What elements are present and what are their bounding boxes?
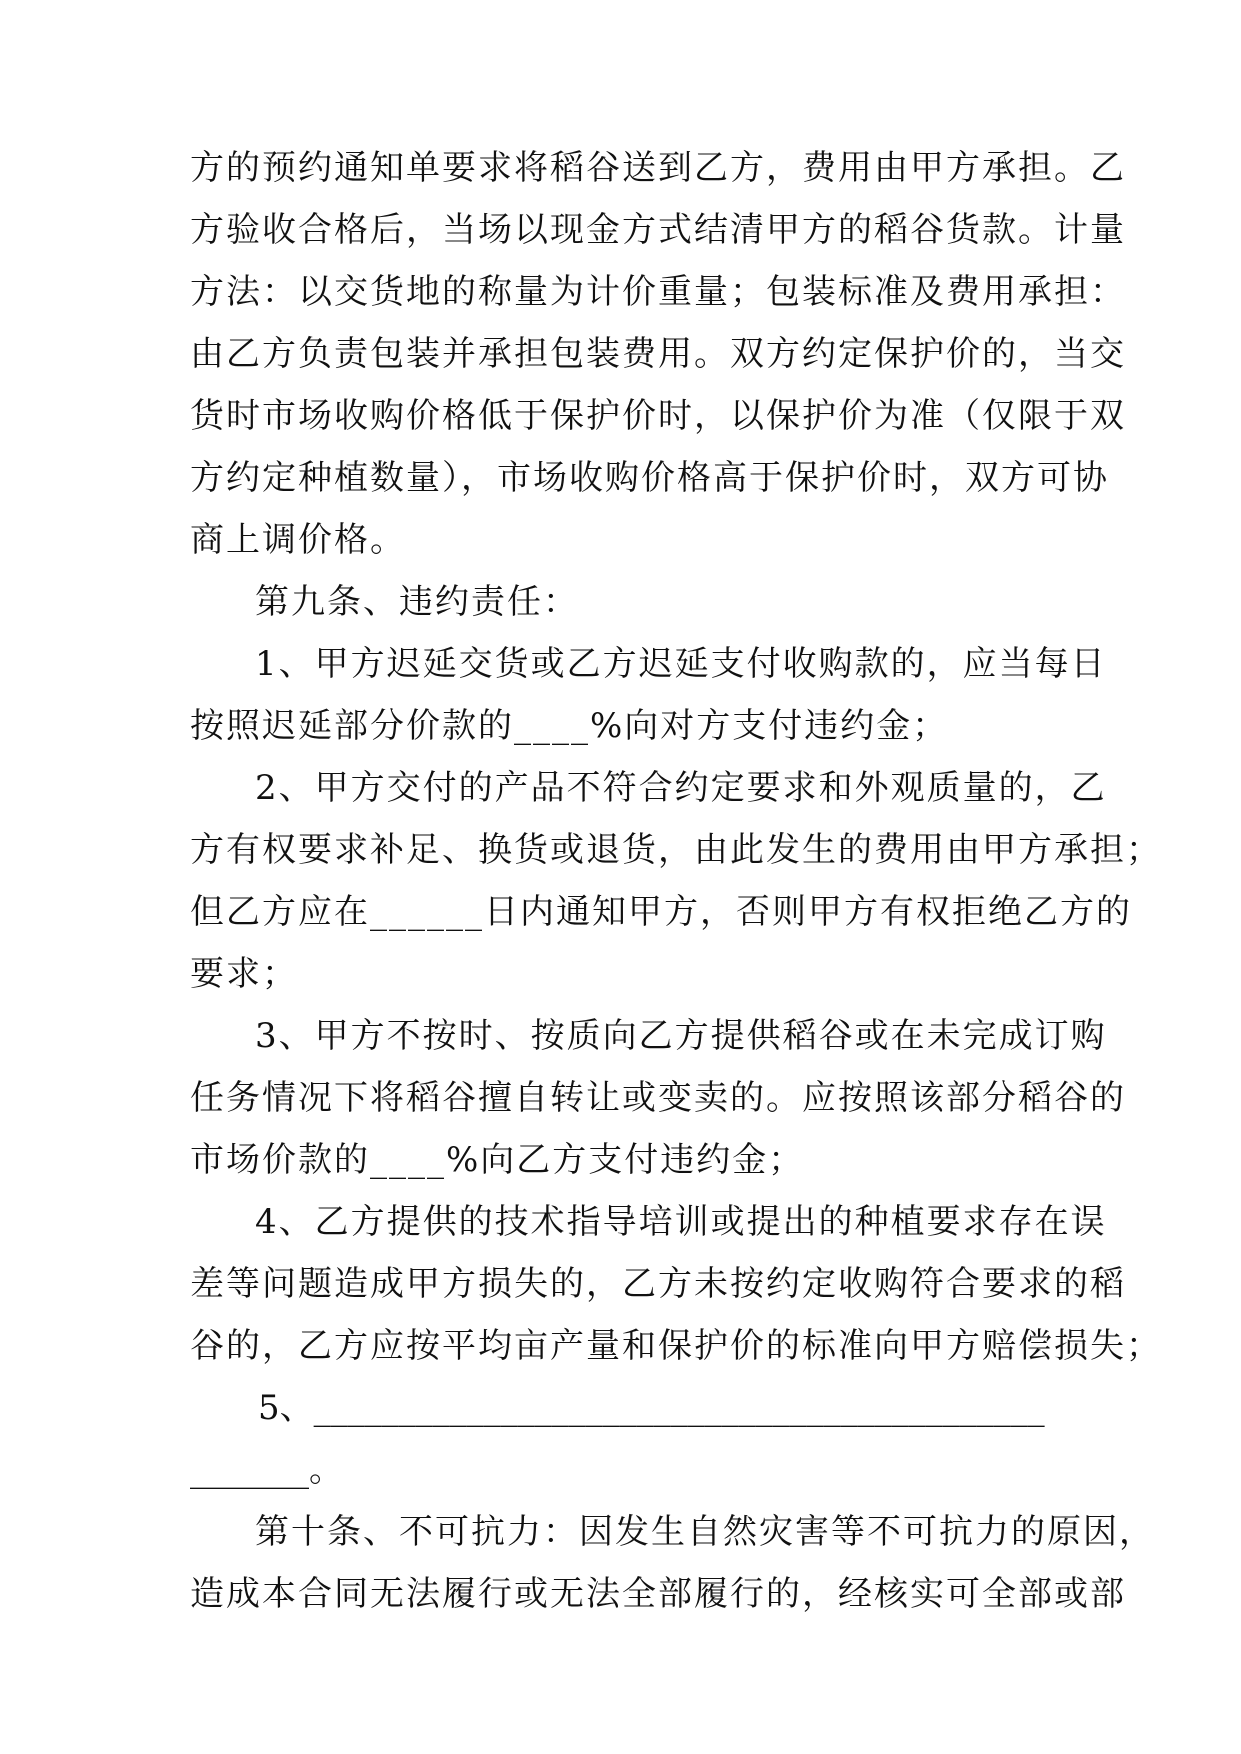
paragraph-line: 方的预约通知单要求将稻谷送到乙方，费用由甲方承担。乙 bbox=[190, 148, 1126, 188]
paragraph-line: 方法：以交货地的称量为计价重量；包装标准及费用承担： bbox=[190, 272, 1126, 312]
section-heading: 第九条、违约责任： bbox=[255, 582, 579, 622]
clause-line: 但乙方应在______日内通知甲方，否则甲方有权拒绝乙方的 bbox=[190, 892, 1132, 932]
clause-line: 任务情况下将稻谷擅自转让或变卖的。应按照该部分稻谷的 bbox=[190, 1078, 1126, 1118]
paragraph-line: 方验收合格后，当场以现金方式结清甲方的稻谷货款。计量 bbox=[190, 210, 1126, 250]
clause-line: 按照迟延部分价款的____%向对方支付违约金； bbox=[190, 706, 949, 746]
clause-line: 谷的，乙方应按平均亩产量和保护价的标准向甲方赔偿损失； bbox=[190, 1326, 1162, 1366]
blank-clause-line: 5、___________________________________________ bbox=[258, 1388, 1045, 1428]
clause-line: 方有权要求补足、换货或退货，由此发生的费用由甲方承担； bbox=[190, 830, 1162, 870]
clause-line: 3、甲方不按时、按质向乙方提供稻谷或在未完成订购 bbox=[255, 1016, 1107, 1056]
clause-line: 要求； bbox=[190, 954, 298, 994]
clause-line: 差等问题造成甲方损失的，乙方未按约定收购符合要求的稻 bbox=[190, 1264, 1126, 1304]
clause-line: 4、乙方提供的技术指导培训或提出的种植要求存在误 bbox=[255, 1202, 1107, 1242]
clause-line: 市场价款的____%向乙方支付违约金； bbox=[190, 1140, 805, 1180]
section-heading: 第十条、不可抗力：因发生自然灾害等不可抗力的原因， bbox=[255, 1512, 1155, 1552]
paragraph-line: 商上调价格。 bbox=[190, 520, 406, 560]
paragraph-line: 造成本合同无法履行或无法全部履行的，经核实可全部或部 bbox=[190, 1574, 1126, 1614]
clause-line: 2、甲方交付的产品不符合约定要求和外观质量的，乙 bbox=[255, 768, 1107, 808]
blank-clause-line: _______。 bbox=[190, 1450, 343, 1490]
paragraph-line: 方约定种植数量），市场收购价格高于保护价时，双方可协 bbox=[190, 458, 1109, 498]
clause-line: 1、甲方迟延交货或乙方迟延支付收购款的，应当每日 bbox=[255, 644, 1107, 684]
paragraph-line: 货时市场收购价格低于保护价时，以保护价为准（仅限于双 bbox=[190, 396, 1126, 436]
paragraph-line: 由乙方负责包装并承担包装费用。双方约定保护价的，当交 bbox=[190, 334, 1126, 374]
